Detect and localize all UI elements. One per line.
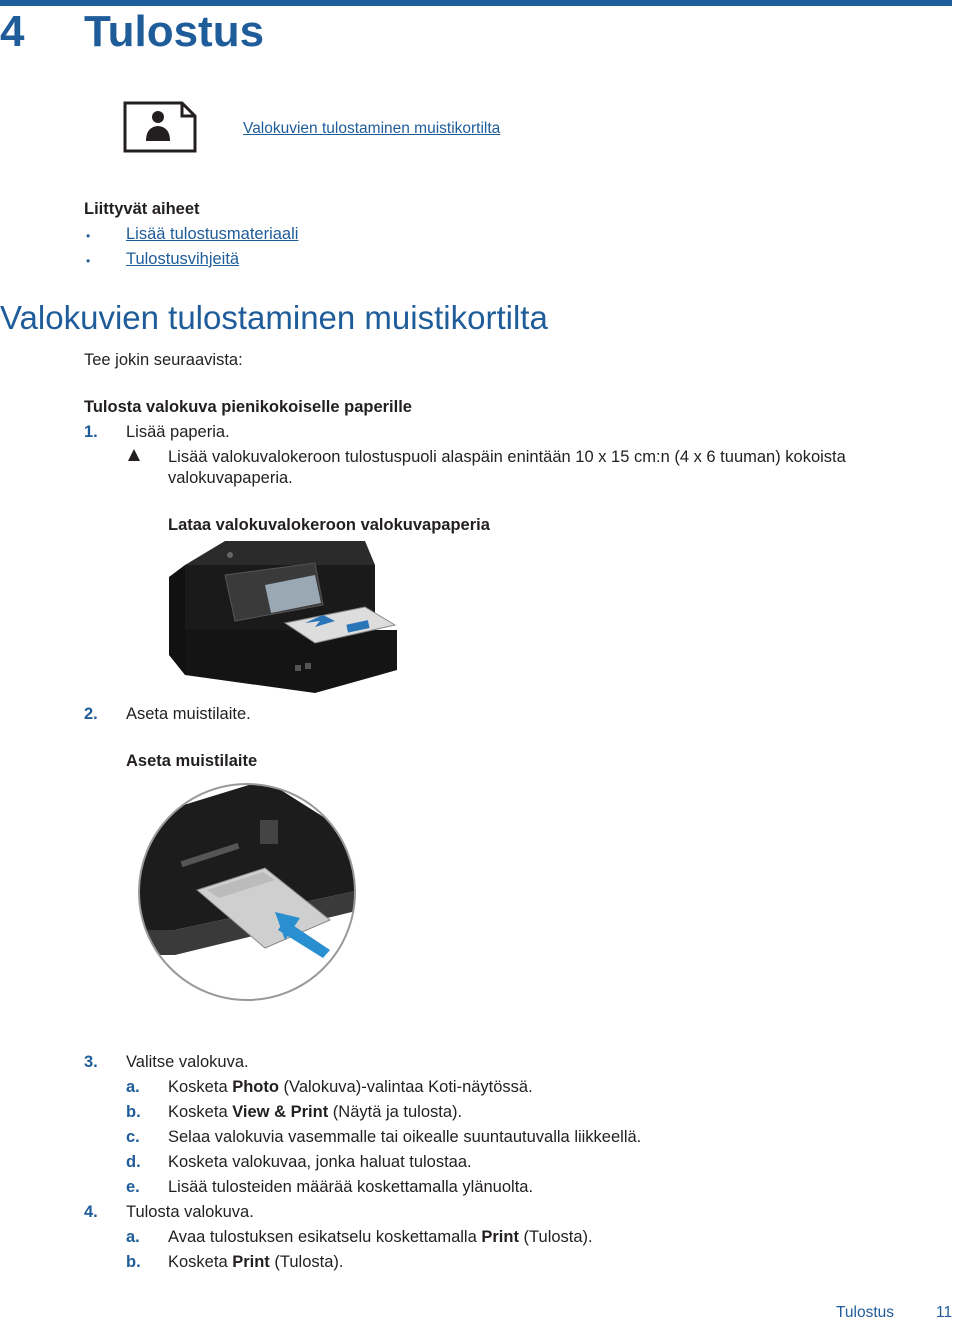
- bullet: •: [86, 229, 91, 243]
- related-link-2[interactable]: Tulostusvihjeitä: [126, 250, 240, 268]
- substep-text: Kosketa View & Print (Näytä ja tulosta).: [168, 1103, 463, 1121]
- substep-letter: e.: [126, 1178, 140, 1196]
- memory-card-illustration: [135, 780, 360, 1005]
- section-title: Valokuvien tulostaminen muistikortilta: [0, 299, 548, 336]
- substep-letter: b.: [126, 1253, 141, 1271]
- step-1-number: 1.: [84, 423, 98, 441]
- substep-letter: a.: [126, 1078, 140, 1096]
- step-2-text: Aseta muistilaite.: [126, 705, 251, 723]
- chapter-number: 4: [0, 7, 25, 56]
- substep-letter: b.: [126, 1103, 141, 1121]
- section-subheading: Tulosta valokuva pienikokoiselle paperille: [84, 398, 412, 416]
- step-3-text: Valitse valokuva.: [126, 1053, 249, 1071]
- substep-text: Kosketa valokuvaa, jonka haluat tulostaa.: [168, 1153, 472, 1171]
- page-number: 11: [936, 1304, 953, 1321]
- substep-text: Kosketa Print (Tulosta).: [168, 1253, 344, 1271]
- substep-text: Avaa tulostuksen esikatselu koskettamalla Print (Tulosta).: [168, 1228, 593, 1246]
- footer-title: Tulostus: [836, 1304, 895, 1321]
- substep-letter: d.: [126, 1153, 141, 1171]
- step-3-number: 3.: [84, 1053, 98, 1071]
- substep-letter: c.: [126, 1128, 140, 1146]
- substep-text: Selaa valokuvia vasemmalle tai oikealle suuntautuvalla liikkeellä.: [168, 1128, 642, 1146]
- step-4-text: Tulosta valokuva.: [126, 1203, 254, 1221]
- chapter-title: Tulostus: [84, 7, 265, 56]
- section-intro: Tee jokin seuraavista:: [84, 351, 243, 369]
- top-rule: [0, 0, 952, 6]
- step-2-number: 2.: [84, 705, 98, 723]
- substep-text: Lisää tulosteiden määrää koskettamalla ylänuolta.: [168, 1178, 534, 1196]
- step-1-text: Lisää paperia.: [126, 423, 230, 441]
- task-link[interactable]: Valokuvien tulostaminen muistikortilta: [243, 120, 501, 137]
- substep-text: Kosketa Photo (Valokuva)-valintaa Koti-näytössä.: [168, 1078, 533, 1096]
- triangle-icon: [127, 448, 141, 462]
- bullet: •: [86, 254, 91, 268]
- related-link-1[interactable]: Lisää tulostusmateriaali: [126, 225, 299, 243]
- substep-letter: a.: [126, 1228, 140, 1246]
- printer-illustration: [165, 535, 405, 695]
- related-heading: Liittyvät aiheet: [84, 200, 200, 218]
- photo-document-icon: [122, 100, 198, 154]
- step-1-note-line2: valokuvapaperia.: [168, 469, 293, 487]
- figure-caption-1: Lataa valokuvalokeroon valokuvapaperia: [168, 516, 490, 534]
- step-4-number: 4.: [84, 1203, 98, 1221]
- step-1-note-line1: Lisää valokuvalokeroon tulostuspuoli alaspäin enintään 10 x 15 cm:n (4 x 6 tuuman) kokoista: [168, 448, 846, 466]
- figure-caption-2: Aseta muistilaite: [126, 752, 258, 770]
